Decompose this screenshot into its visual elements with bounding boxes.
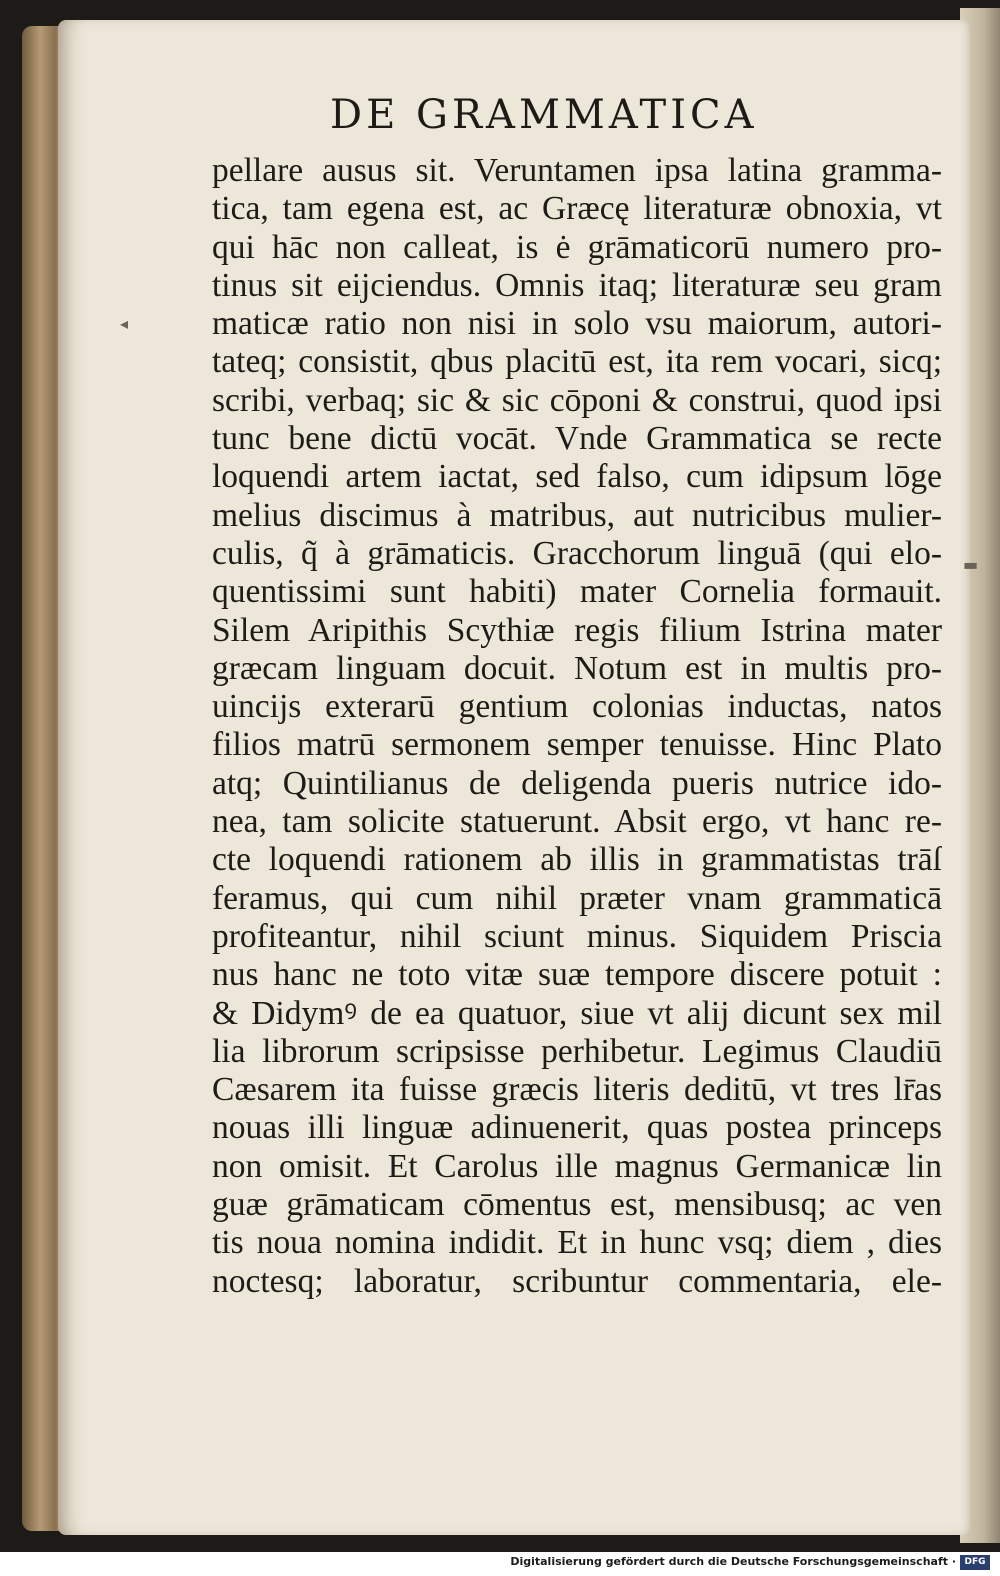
text-line: scribi, verbaq; sic & sic cōponi & construi, quod ipsi (212, 381, 942, 419)
text-line: pellare ausus sit. Veruntamen ipsa latina gramma- (212, 152, 942, 189)
text-line: melius discimus à matribus, aut nutricibus mulier- (212, 496, 942, 534)
text-line: noctesq; laboratur, scribuntur commentaria, ele- (212, 1262, 942, 1300)
running-head: DE GRAMMATICA (330, 92, 758, 138)
text-line: atq; Quintilianus de deligenda pueris nutrice ido- (212, 764, 942, 802)
margin-mark-right: ▬ (963, 555, 979, 574)
text-line: tinus sit eijciendus. Omnis itaq; literaturæ seu gram (212, 266, 942, 304)
text-line: profiteantur, nihil sciunt minus. Siquidem Priscia (212, 917, 942, 955)
text-line: nea, tam solicite statuerunt. Absit ergo, vt hanc re- (212, 803, 942, 841)
text-line: & Didymꝰ de ea quatuor, siue vt alij dicunt sex mil (212, 994, 942, 1032)
text-line: lia librorum scripsisse perhibetur. Legimus Claudiū (212, 1032, 942, 1070)
dfg-logo: DFG (960, 1555, 990, 1570)
text-line: culis, q̃ à grāmaticis. Gracchorum linguā (qui elo- (212, 534, 942, 572)
text-line: feramus, qui cum nihil præter vnam grammaticā (212, 879, 942, 917)
text-line: nus hanc ne toto vitæ suæ tempore discere potuit : (212, 956, 942, 994)
body-text (212, 152, 942, 1301)
text-line: cte loquendi rationem ab illis in grammatistas trāſ (212, 841, 942, 879)
text-line: quentissimi sunt habiti) mater Cornelia formauit. (212, 573, 942, 611)
text-line: tateq; consistit, qbus placitū est, ita rem vocari, sicq; (212, 343, 942, 381)
text-line: nouas illi linguæ adinuenerit, quas postea princeps (212, 1109, 942, 1147)
text-line: loquendi artem iactat, sed falso, cum idipsum lōge (212, 458, 942, 496)
text-line: uincijs exterarū gentium colonias inductas, natos (212, 688, 942, 726)
text-line: filios matrū sermonem semper tenuisse. Hinc Plato (212, 726, 942, 764)
text-line: qui hāc non calleat, is ė grāmaticorū numero pro- (212, 228, 942, 266)
funding-credit: Digitalisierung gefördert durch die Deutsche Forschungsgemeinschaft · (510, 1555, 956, 1568)
text-line: tica, tam egena est, ac Græcę literaturæ obnoxia, vt (212, 190, 942, 228)
text-line: tis noua nomina indidit. Et in hunc vsq; diem , dies (212, 1224, 942, 1262)
margin-mark-left: ◂ (120, 314, 129, 333)
text-line: non omisit. Et Carolus ille magnus Germanicæ lin (212, 1147, 942, 1185)
text-line: guæ grāmaticam cōmentus est, mensibusq; ac ven (212, 1186, 942, 1224)
text-line: maticæ ratio non nisi in solo vsu maiorum, autori- (212, 305, 942, 343)
text-line: Silem Aripithis Scythiæ regis filium Istrina mater (212, 611, 942, 649)
text-line: græcam linguam docuit. Notum est in multis pro- (212, 649, 942, 687)
text-line: Cæsarem ita fuisse græcis literis deditū, vt tres lr̄as (212, 1071, 942, 1109)
text-line: tunc bene dictū vocāt. Vnde Grammatica se recte (212, 420, 942, 458)
